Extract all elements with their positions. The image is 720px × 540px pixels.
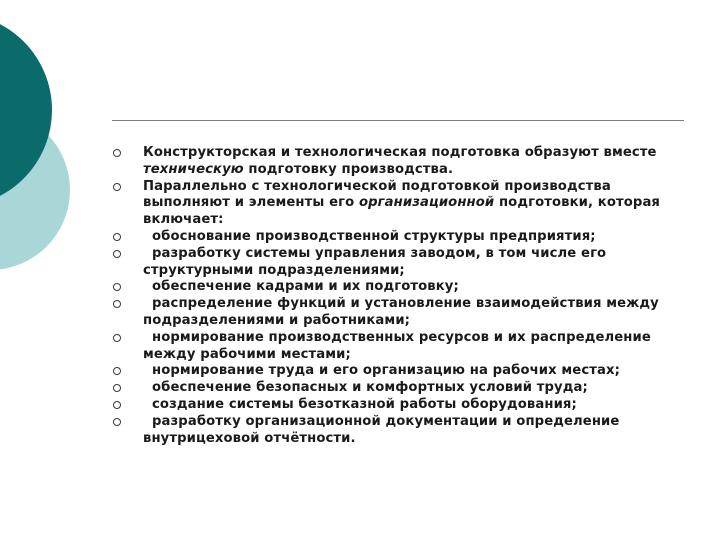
hollow-circle-bullet-icon — [113, 300, 121, 308]
list-item — [112, 296, 692, 330]
title-divider — [112, 120, 684, 121]
hollow-circle-bullet-icon — [113, 384, 121, 392]
list-item — [112, 246, 692, 280]
hollow-circle-bullet-icon — [113, 283, 121, 291]
hollow-circle-bullet-icon — [113, 250, 121, 258]
item-text: нормирование труда и его организацию на рабочих местах; — [152, 363, 620, 379]
list-item — [112, 397, 692, 414]
list-item — [112, 145, 692, 179]
item-text: нормирование производственных ресурсов и их распределение между рабочими местами; — [143, 329, 651, 362]
item-text: разработку организационной документации и определение внутрицеховой отчётности. — [143, 413, 620, 446]
hollow-circle-bullet-icon — [113, 233, 121, 241]
item-text: обоснование производственной структуры предприятия; — [152, 228, 596, 244]
item-emphasis: организационной — [358, 195, 495, 211]
list-item — [112, 363, 692, 380]
bullet-list — [112, 145, 692, 447]
list-item — [112, 179, 692, 229]
hollow-circle-bullet-icon — [113, 334, 121, 342]
list-item — [112, 380, 692, 397]
item-text: создание системы безотказной работы оборудования; — [152, 396, 577, 412]
hollow-circle-bullet-icon — [113, 418, 121, 426]
item-text: разработку системы управления заводом, в том числе его структурными подразделениями; — [143, 245, 607, 278]
hollow-circle-bullet-icon — [113, 401, 121, 409]
list-item — [112, 279, 692, 296]
item-text: Конструкторская и технологическая подготовка образуют вместе — [143, 145, 657, 160]
item-text: распределение функций и установление взаимодействия между подразделениями и работниками; — [143, 296, 659, 328]
item-text: обеспечение безопасных и комфортных условий труда; — [152, 380, 588, 396]
list-item — [112, 229, 692, 246]
hollow-circle-bullet-icon — [113, 183, 121, 191]
item-text: обеспечение кадрами и их подготовку; — [152, 279, 459, 295]
list-item — [112, 414, 692, 448]
item-text-tail: подготовки, которая включает: — [143, 195, 661, 228]
item-text: Параллельно с технологической подготовкой производства выполняют и элементы его — [143, 178, 611, 211]
hollow-circle-bullet-icon — [113, 149, 121, 157]
item-emphasis: техническую — [143, 161, 244, 177]
item-text-tail: подготовку производства. — [243, 161, 454, 177]
hollow-circle-bullet-icon — [113, 367, 121, 375]
list-item — [112, 330, 692, 364]
decorative-circles — [0, 0, 120, 300]
